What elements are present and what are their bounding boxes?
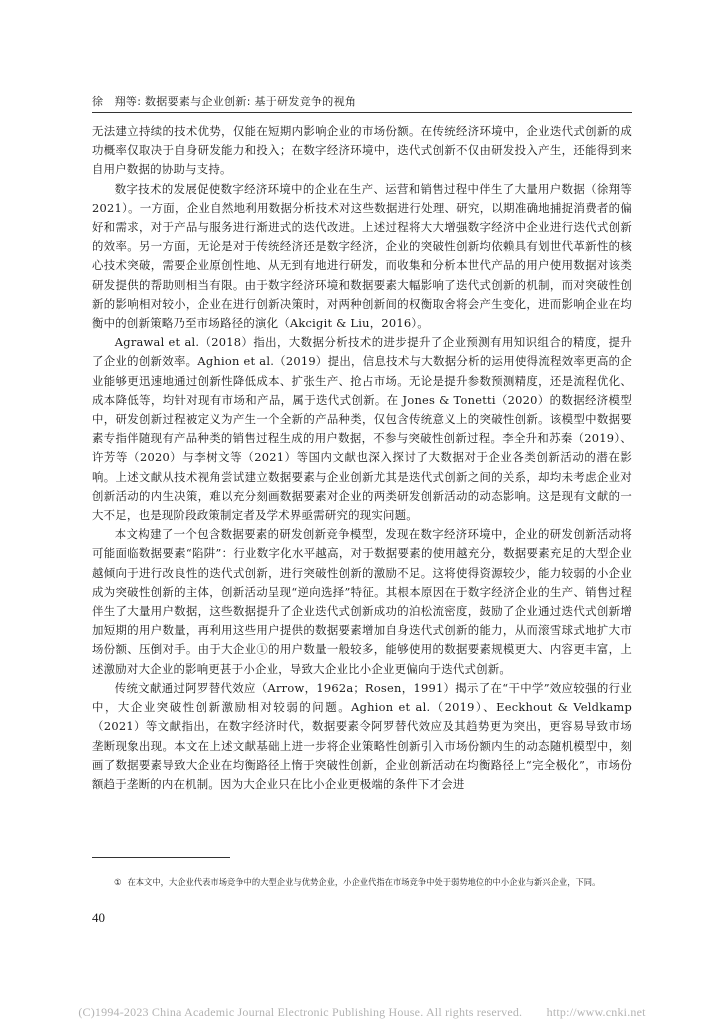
paragraph-1: 无法建立持续的技术优势，仅能在短期内影响企业的市场份额。在传统经济环境中，企业迭代式创新的成功概率仅取决于自身研发能力和投入；在数字经济环境中，迭代式创新不仅由研发投入产生，还能得到来自用户数据的协助与支持。 bbox=[92, 124, 632, 177]
page-number: 40 bbox=[92, 910, 105, 925]
paragraph-3: Agrawal et al.（2018）指出，大数据分析技术的进步提升了企业预测有用知识组合的精度，提升了企业的创新效率。Aghion et al.（2019）提出，信息技术与大数据分析的运用使得流程效率更高的企业能够更迅速地通过创新性降低成本、扩张生产、抢占市场。无论是提升参数预测精度，还是流程优化、成本降低等，均针对现有市场和产品，属于迭代式创新。在 Jones & Tonetti（2020）的数据经济模型中，研发创新过程被定义为产生一个全新的产品种类，仅包含传统意义上的突破性创新。该模型中数据要素专指伴随现有产品种类的销售过程生成的用户数据，不参与突破性创新过程。李全升和苏秦（2019）、许芳等（2020）与李树文等（2021）等国内文献也深入探讨了大数据对于企业各类创新活动的潜在影响。上述文献从技术视角尝试建立数据要素与企业创新尤其是迭代式创新之间的关系，却均未考虑企业对创新活动的内生决策，难以充分刻画数据要素对企业的两类研发创新活动的动态影响。这是现有文献的一大不足，也是现阶段政策制定者及学术界亟需研究的现实问题。 bbox=[92, 335, 632, 523]
footnote-text: 在本文中，大企业代表市场竞争中的大型企业与优势企业，小企业代指在市场竞争中处于弱势地位的中小企业与新兴企业，下同。 bbox=[127, 877, 601, 887]
paragraph-2: 数字技术的发展促使数字经济环境中的企业在生产、运营和销售过程中伴生了大量用户数据（徐翔等 2021）。一方面，企业自然地利用数据分析技术对这些数据进行处理、研究，以期准确地捕捉消费者的偏好和需求，对于产品与服务进行渐进式的迭代改进。上述过程将大大增强数字经济中企业进行迭代式创新的效率。另一方面，无论是对于传统经济还是数字经济，企业的突破性创新均依赖具有划世代革新性的核心技术突破，需要企业原创性地、从无到有地进行研发，而收集和分析本世代产品的用户使用数据对该类研发提供的帮助则相当有限。由于数字经济环境和数据要素大幅影响了迭代式创新的机制，而对突破性创新的影响相对较小，企业在进行创新决策时，对两种创新间的权衡取舍将会产生变化，进而影响企业在均衡中的创新策略乃至市场路径的演化（Akcigit & Liu，2016）。 bbox=[92, 181, 632, 331]
paragraph-5: 传统文献通过阿罗替代效应（Arrow，1962a；Rosen，1991）揭示了在“干中学”效应较强的行业中，大企业突破性创新激励相对较弱的问题。Aghion et al.（2019）、Eeckhout & Veldkamp（2021）等文献指出，在数字经济时代，数据要素令阿罗替代效应及其趋势更为突出，更容易导致市场垄断现象出现。本文在上述文献基础上进一步将企业策略性创新引入市场份额内生的动态随机模型中，刻画了数据要素导致大企业在均衡路径上惰于突破性创新，企业创新活动在均衡路径上“完全极化”，市场份额趋于垄断的内在机制。因为大企业只在比小企业更极端的条件下才会进 bbox=[92, 680, 632, 791]
running-header: 徐 翔等: 数据要素与企业创新: 基于研发竞争的视角 bbox=[92, 93, 632, 113]
cnki-watermark: (C)1994-2023 China Academic Journal Electronic Publishing House. All rights reserved. http://www.cnki.net bbox=[78, 1005, 646, 1019]
article-body bbox=[92, 122, 632, 794]
footnote bbox=[92, 874, 632, 890]
footnote-marker: ① bbox=[114, 877, 122, 887]
footnote-divider bbox=[92, 857, 230, 858]
paragraph-4: 本文构建了一个包含数据要素的研发创新竞争模型，发现在数字经济环境中，企业的研发创新活动将可能面临数据要素“陷阱”：行业数字化水平越高，对于数据要素的使用越充分，数据要素充足的大型企业越倾向于进行改良性的迭代式创新，进行突破性创新的激励不足。这将使得资源较少，能力较弱的小企业成为突破性创新的主体，创新活动呈现“逆向选择”特征。其根本原因在于数字经济企业的生产、销售过程伴生了大量用户数据，这些数据提升了企业迭代式创新成功的泊松流密度，鼓励了企业通过迭代式创新增加短期的用户数量，再利用这些用户提供的数据要素增加自身迭代式创新的能力，从而滚雪球式地扩大市场份额、压倒对手。由于大企业①的用户数量一般较多，能够使用的数据要素规模更大、内容更丰富，上述激励对大企业的影响更甚于小企业，导致大企业比小企业更偏向于迭代式创新。 bbox=[92, 527, 632, 676]
